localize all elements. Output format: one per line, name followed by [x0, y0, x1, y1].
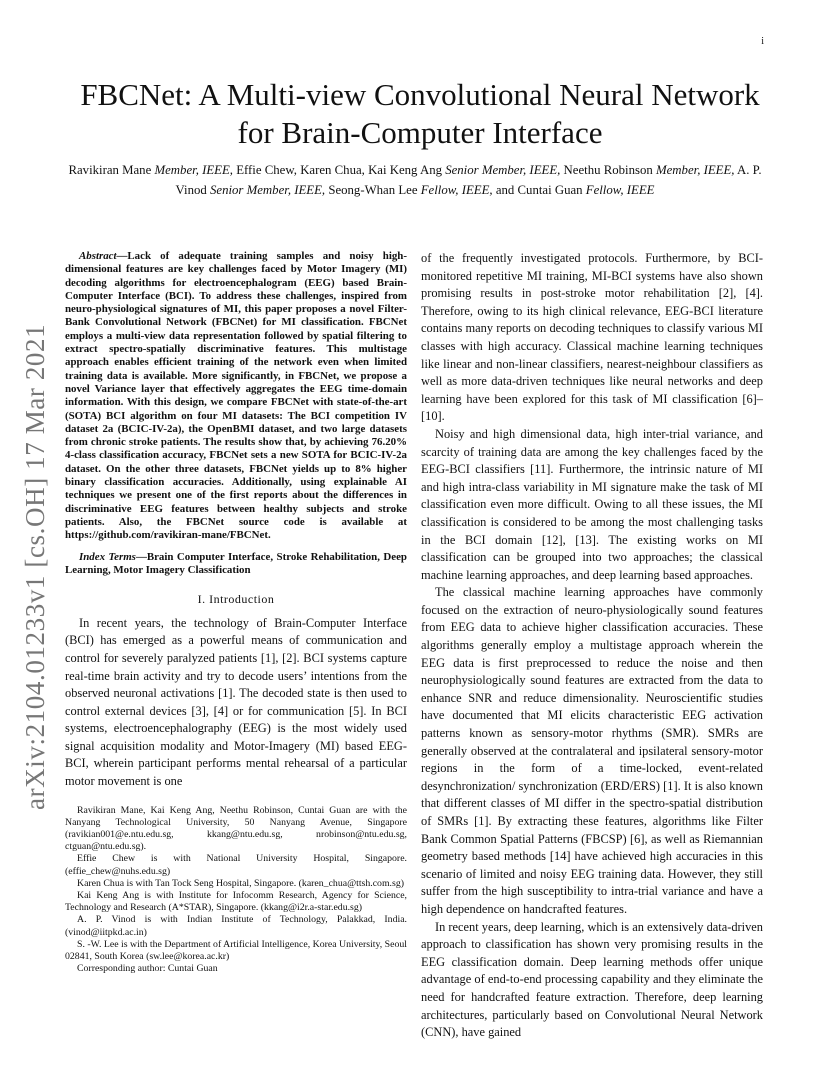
body-paragraph: In recent years, the technology of Brain-Computer Interface (BCI) has emerged as a powerful means of communication and control for severely paralyzed patients [1], [2]. BCI systems capture real-time brain activity and try to decode users’ intentions from the observed neuronal activations [1]. The decoded state is then used to control external devices [3], [4] or for communication [5]. In BCI systems, electroencephalography (EEG) is the most widely used signal acquisition modality and Motor-Imagery (MI) based EEG-BCI, wherein participant performs mental rehearsal of a particular motor movement is one [65, 615, 407, 789]
author-name: Kai Keng Ang [368, 163, 442, 177]
index-terms-text: —Brain Computer Interface, Stroke Rehabilitation, Deep Learning, Motor Imagery Classification [65, 550, 407, 576]
author-role: Senior Member, IEEE, [209, 183, 326, 197]
abstract-text: —Lack of adequate training samples and noisy high-dimensional features are key challenges faced by Motor Imagery (MI) decoding algorithms for electroencephalogram (EEG) based Brain-Computer Interface (BCI). To address these challenges, inspired from neuro-physiological signatures of MI, this paper proposes a novel Filter-Bank Convolutional Network (FBCNet) for MI classification. FBCNet employs a multi-view data representation followed by spatial filtering to extract spectro-spatially discriminative features. This multistage approach enables efficient training of the network even when limited training data is available. More significantly, in FBCNet, we propose a novel Variance layer that effectively aggregates the EEG time-domain information. With this design, we compare FBCNet with state-of-the-art (SOTA) BCI algorithm on four MI datasets: The BCI competition IV dataset 2a (BCIC-IV-2a), the OpenBMI dataset, and two large datasets from chronic stroke patients. The results show that, by achieving 76.20% 4-class classification accuracy, FBCNet sets a new SOTA for BCIC-IV-2a dataset. On the other three datasets, FBCNet yields up to 8% higher binary classification accuracies. Additionally, using explainable AI techniques we present one of the first reports about the differences in discriminative EEG features between healthy subjects and stroke patients. Also, the FBCNet source code is available at https://github.com/ravikiran-mane/FBCNet. [65, 250, 407, 542]
author-role: Member, IEEE, [655, 163, 735, 177]
page-number: i [761, 36, 764, 47]
author-list [64, 160, 766, 200]
paper-title: FBCNet: A Multi-view Convolutional Neural Network for Brain-Computer Interface [80, 77, 760, 150]
section-heading-introduction: I. Introduction [197, 592, 275, 607]
author-role: Member, IEEE, [154, 163, 233, 177]
right-column [421, 250, 763, 1042]
footnote: Kai Keng Ang is with Institute for Infocomm Research, Agency for Science, Technology and Research (A*STAR), Singapore. (kkang@i2r.a-star.edu.sg) [65, 890, 407, 914]
author-name: Seong-Whan Lee [328, 183, 418, 197]
body-paragraph: In recent years, deep learning, which is an extensively data-driven approach to classification has shown very promising results in the EEG classification domain. Deep learning methods offer unique advantage of end-to-end processing capability and they eliminate the need for handcrafted feature extraction. Therefore, deep learning architectures, particularly based on Convolutional Neural Network (CNN), have gained [421, 919, 763, 1040]
author-name: Karen Chua, [300, 163, 365, 177]
index-terms-label: Index Terms [79, 550, 136, 563]
author-name: and Cuntai Guan [495, 183, 583, 197]
footnote: S. -W. Lee is with the Department of Artificial Intelligence, Korea University, Seoul 02841, South Korea (sw.lee@korea.ac.kr) [65, 938, 407, 963]
footnote: Karen Chua is with Tan Tock Seng Hospital, Singapore. (karen_chua@ttsh.com.sg) [77, 877, 404, 889]
body-paragraph: The classical machine learning approaches have commonly focused on the extraction of neuro-physiologically sound features from EEG data to achieve higher classification accuracies. These algorithms generally employ a multistage approach wherein the EEG data is first preprocessed to reduce the noise and then neurophysiologically sound features are extracted from the data to enhance SNR and reduce dimensionality. Neuroscientific studies have documented that MI elicits characteristic EEG activation patterns known as sensory-motor rhythms (SMR). SMRs are generally observed at the contralateral and ipsilateral sensory-motor regions in the form of a time-locked, event-related desynchronization/ synchronization (ERD/ERS) [1]. It is also known that different classes of MI differ in the spectro-spatial distribution of SMRs [1]. By extracting these features, algorithms like Filter Bank Common Spatial Patterns (FBCSP) [6], as well as Riemannian geometry based methods [14] have achieved high accuracies in this scenario of limited and noisy EEG training data. However, they still suffer from the high susceptibility to intra-trial variance and have a high dependence on handcrafted features. [421, 585, 763, 916]
author-role: Senior Member, IEEE, [445, 163, 561, 177]
footnote: Ravikiran Mane, Kai Keng Ang, Neethu Robinson, Cuntai Guan are with the Nanyang Technological University, 50 Nanyang Avenue, Singapore (ravikian001@e.ntu.edu.sg, kkang@ntu.edu.sg, nrobinson@ntu.edu.sg, ctguan@ntu.edu.sg). [65, 804, 407, 853]
abstract-label: Abstract [79, 250, 117, 262]
author-name: Effie Chew, [236, 163, 297, 177]
body-paragraph: of the frequently investigated protocols. Furthermore, by BCI-monitored repetitive MI training, MI-BCI systems have also shown promising results in post-stroke motor rehabilitation [2], [4]. Therefore, owing to its high clinical relevance, EEG-BCI literature contains many reports on decoding techniques to classify various MI classes with high accuracy. Classical machine learning techniques like linear and non-linear classifiers, nearest-neighbour classifiers as well as more data-driven techniques like neural networks and deep learning have been explored for this task of MI classification [6]–[10]. [421, 251, 763, 424]
arxiv-stamp: arXiv:2104.01233v1 [cs.OH] 17 Mar 2021 [20, 323, 50, 810]
author-name: Ravikiran Mane [68, 163, 152, 177]
footnote: A. P. Vinod is with Indian Institute of Technology, Palakkad, India. (vinod@iitpkd.ac.in) [65, 914, 407, 938]
footnotes [65, 805, 407, 976]
author-role: Fellow, IEEE [585, 183, 655, 197]
footnote: Effie Chew is with National University Hospital, Singapore. (effie_chew@nuhs.edu.sg) [65, 853, 407, 877]
author-role: Fellow, IEEE, [420, 183, 493, 197]
abstract [65, 250, 407, 543]
left-column [65, 250, 407, 976]
author-name: A. P. Vinod [175, 163, 762, 197]
body-paragraph: Noisy and high dimensional data, high inter-trial variance, and scarcity of training data are among the key challenges faced by the EEG-BCI classifiers [11]. Furthermore, the intrinsic nature of MI and high intra-class variability in MI signature make the task of MI classification even more difficult. Owing to all these issues, the MI classification is considered to be among the most challenging tasks in the BCI domain [12], [13]. The existing works on MI classification can be grouped into two approaches; the classical machine learning approaches, and deep learning based approaches. [421, 426, 763, 582]
index-terms [65, 551, 407, 578]
author-name: Neethu Robinson [563, 163, 653, 177]
footnote: Corresponding author: Cuntai Guan [77, 963, 218, 975]
